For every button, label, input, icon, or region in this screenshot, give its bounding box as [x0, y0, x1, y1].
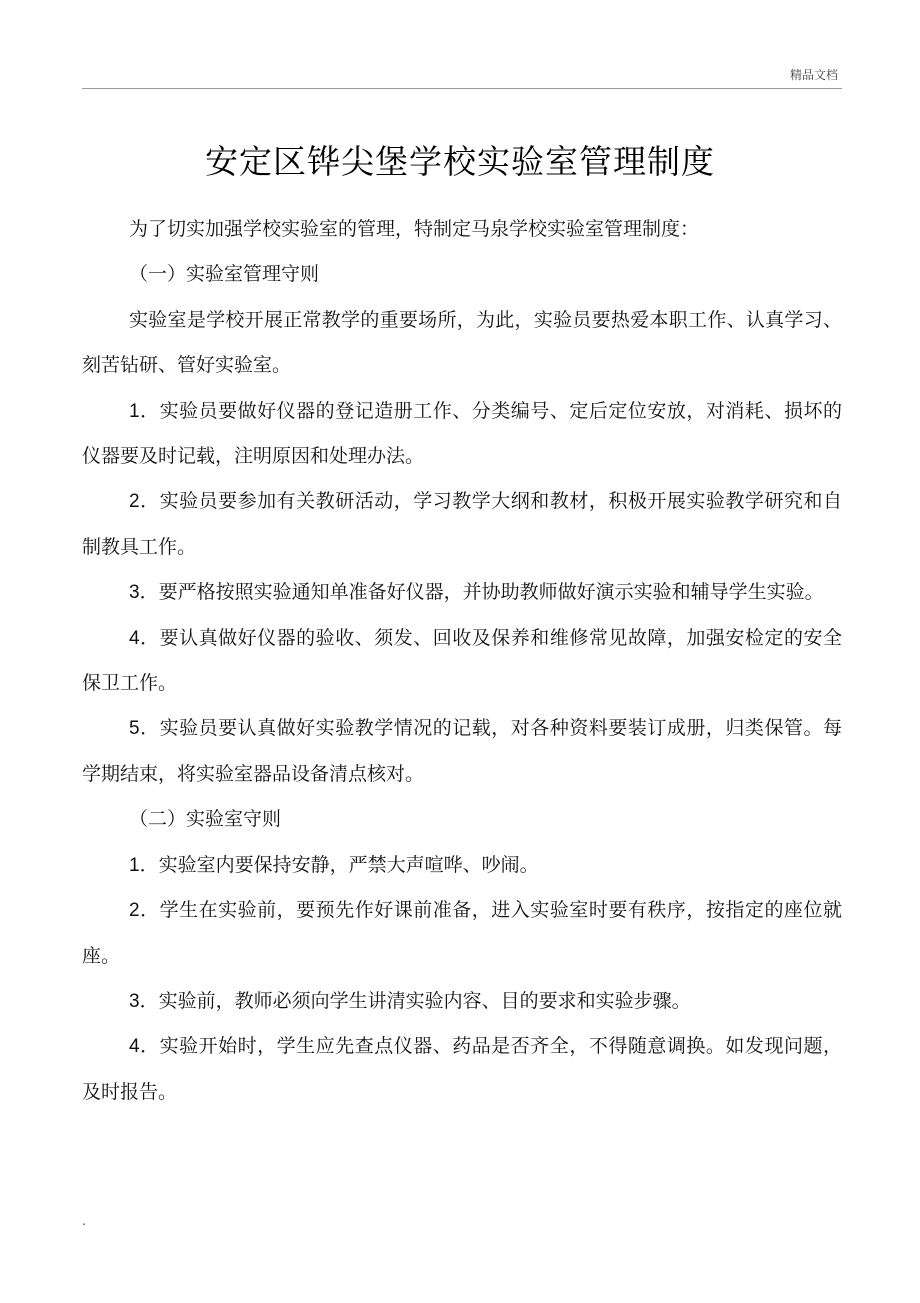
item-number: 2． [129, 491, 160, 513]
item-number: 4． [129, 1036, 160, 1058]
header-divider [82, 88, 842, 89]
intro-paragraph: 为了切实加强学校实验室的管理，特制定马泉学校实验室管理制度： [129, 218, 700, 240]
document-title: 安定区铧尖堡学校实验室管理制度 [205, 142, 715, 181]
item-number: 3． [129, 582, 159, 604]
document-body [82, 207, 842, 1115]
section2-heading: （二）实验室守则 [129, 808, 282, 831]
item-number: 4． [129, 627, 160, 649]
section2-item [82, 979, 842, 1024]
section1-item [82, 389, 842, 480]
item-text: 实验员要做好仪器的登记造册工作、分类编号、定后定位安放，对消耗、损坏的仪器要及时记载，注明原因和处理办法。 [82, 399, 842, 468]
item-text: 实验开始时，学生应先查点仪器、药品是否齐全，不得随意调换。如发现问题，及时报告。 [82, 1035, 842, 1103]
item-text: 实验室内要保持安静，严禁大声喧哗、吵闹。 [158, 853, 539, 876]
section1-lead-paragraph: 实验室是学校开展正常教学的重要场所，为此，实验员要热爱本职工作、认真学习、刻苦钻研、管好实验室。 [82, 308, 842, 377]
section1-item [82, 616, 842, 707]
section2-item [82, 888, 842, 979]
section1-item [82, 570, 842, 615]
item-number: 1． [129, 854, 159, 876]
item-text: 实验员要参加有关教研活动，学习教学大纲和教材，积极开展实验教学研究和自制教具工作。 [82, 490, 842, 558]
item-text: 实验员要认真做好实验教学情况的记载，对各种资料要装订成册，归类保管。每学期结束，将实验室器品设备清点核对。 [82, 717, 842, 785]
section2-item [82, 843, 842, 888]
item-number: 1． [129, 400, 160, 422]
section1-item [82, 479, 842, 570]
item-text: 实验前，教师必须向学生讲清实验内容、目的要求和实验步骤。 [158, 989, 691, 1012]
item-text: 要认真做好仪器的验收、须发、回收及保养和维修常见故障，加强安检定的安全保卫工作。 [82, 626, 842, 695]
section1-heading: （一）实验室管理守则 [129, 263, 320, 286]
footer-mark: . [82, 1214, 86, 1228]
item-number: 3． [129, 990, 159, 1012]
section2-item [82, 1024, 842, 1115]
item-text: 要严格按照实验通知单准备好仪器，并协助教师做好演示实验和辅导学生实验。 [158, 581, 824, 604]
item-number: 5． [129, 718, 160, 740]
item-text: 学生在实验前，要预先作好课前准备，进入实验室时要有秩序，按指定的座位就座。 [82, 899, 842, 967]
header-tag: 精品文档 [789, 68, 838, 82]
section1-item [82, 706, 842, 797]
item-number: 2． [129, 900, 160, 922]
